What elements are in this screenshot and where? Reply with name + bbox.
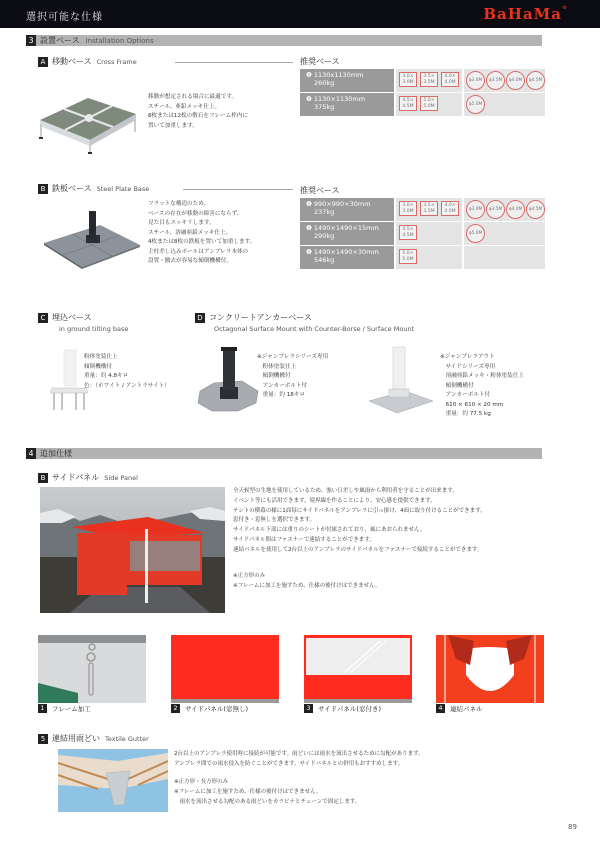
round-size-tag: φ3.5M — [486, 71, 505, 90]
side-panel-photo — [40, 487, 225, 613]
subsection-title-en: in ground tilting base — [59, 325, 129, 333]
divider — [175, 62, 293, 63]
letter-badge: C — [38, 313, 48, 323]
table-row — [300, 198, 545, 221]
variant-label: サイドパネル(窓付き) — [318, 705, 381, 713]
round-sizes — [462, 93, 545, 116]
letter-badge: A — [38, 57, 48, 67]
section-title-en: Installation Options — [85, 37, 154, 45]
round-size-tag: φ3.0M — [466, 71, 485, 90]
section-4-header — [26, 448, 542, 459]
spec-cell: ❶ 1130x1130mm 260kg — [300, 69, 394, 92]
letter-badge: B — [38, 473, 48, 483]
variant-number: 2 — [171, 704, 180, 713]
gutter-heading — [38, 733, 149, 744]
round-size-tag: φ4.0M — [506, 200, 525, 219]
round-size-tag: φ3.5M — [486, 200, 505, 219]
brand-name: BaHaMa — [483, 5, 562, 23]
variant-number: 4 — [436, 704, 445, 713]
round-size-tag: φ3.0M — [466, 200, 485, 219]
section-number: 3 — [26, 35, 36, 46]
connecting-panel-photo — [436, 635, 544, 703]
frame-processing-photo — [38, 635, 146, 703]
square-size-tag: 3.0× 3.0M — [399, 201, 417, 216]
cross-frame-heading — [38, 56, 137, 67]
page-number: 89 — [568, 823, 577, 831]
variant-label: 連結パネル — [450, 705, 483, 713]
table-row — [300, 69, 545, 92]
steel-plate-description: フラットな構造のため、 ベースの存在が移動の障害にならず、 見た目もスッキリします。 スチール、溶融亜鉛メッキ仕上。 4枚または8枚の鉄板を置いて加重します。 主柱差し込みポールはアンブレラ本体の 設置・撤去が容易な傾倒機構付。 — [148, 201, 256, 264]
section-title: 追加仕様 — [40, 449, 72, 458]
spec-cell: ❶ 1490×1490×30mm 546kg — [300, 246, 394, 269]
square-size-tag: 3.5× 3.5M — [420, 201, 438, 216]
round-size-tag: φ4.5M — [526, 71, 545, 90]
variant-number: 1 — [38, 704, 47, 713]
steel-plate-heading — [38, 183, 149, 194]
round-size-tag: φ4.0M — [506, 71, 525, 90]
page-header — [0, 0, 600, 28]
side-panel-with-window-photo — [304, 635, 412, 703]
table-row — [300, 93, 545, 116]
round-sizes — [462, 69, 545, 92]
table-row — [300, 222, 545, 245]
variant-caption — [38, 704, 91, 713]
section-3-header — [26, 35, 542, 46]
gutter-description: 2台以上のアンブレラ使用時に接続が可能です。雨どいには雨水を流出させるために勾配があります。 アンブレラ間での雨水侵入を防ぐことができます。サイドパネルとの併用もおすすめします。 — [174, 751, 424, 767]
spec-cell: ❶ 990×990×30mm 237kg — [300, 198, 394, 221]
round-size-tag: φ4.5M — [526, 200, 545, 219]
surface-mount-photo — [365, 345, 435, 415]
variant-caption — [304, 704, 381, 713]
concrete-anchor-heading — [195, 312, 312, 323]
table-row — [300, 246, 545, 269]
square-size-tag: 4.0× 4.0M — [441, 201, 459, 216]
gutter-notes: ※正方形・長方形のみ ※フレームに加工を施すため、仕様の後付けはできません。 雨水を流出させる勾配のある雨どいをカラビナとチェーンで固定します。 — [174, 779, 361, 805]
square-size-tag: 3.5× 3.5M — [420, 72, 438, 87]
square-sizes — [394, 69, 462, 92]
subsection-title-en: Steel Plate Base — [96, 184, 150, 193]
section-title-jp: 設置ベース — [40, 36, 80, 45]
variant-label: フレーム加工 — [52, 705, 91, 713]
number-badge: 5 — [38, 734, 48, 744]
section-number: 4 — [26, 448, 36, 459]
recommended-base-title: 推奨ベース — [300, 186, 340, 195]
steel-plate-photo — [42, 205, 142, 270]
steel-plate-recommend-table — [300, 198, 545, 270]
side-panel-description: 全天候型の生地を使用しているため、強い日差しや風雨から利用者を守ることが出来ます。 イベント等にも活用できます。境界線を作ることにより、安心感を提供できます。 テントの横幕の様に1面毎にサイドパネルをアンブレラに引っ掛け、4面に取り付けることができます。 窓付き・窓無しを選択できます。 サイドパネル下部には重りのシートが付属されており、風にあおられません。 サイドパネル間はファスナーで連結することができます。 連結パネルを使用して2台以上のアンブレラのサイドパネルをファスナーで接続することができます。 — [233, 488, 486, 553]
textile-gutter-photo — [58, 749, 168, 812]
subsection-title-en: Octagonal Surface Mount with Counter-Borse / Surface Mount — [214, 325, 415, 333]
variant-number: 3 — [304, 704, 313, 713]
octagonal-mount-description: ※ジャンブレラシリーズ専用 粉体塗装仕上 傾倒機構付 アンカーボルト付 重量：約 18キロ — [257, 354, 329, 398]
recommended-base-title: 推奨ベース — [300, 57, 340, 66]
spec-cell: ❷ 1130×1130mm 375kg — [300, 93, 394, 116]
brand-logo — [483, 5, 568, 23]
variant-caption — [436, 704, 483, 713]
round-sizes — [462, 198, 545, 221]
round-sizes — [462, 222, 545, 245]
square-size-tag: 5.0× 5.0M — [399, 249, 417, 264]
variant-label: サイドパネル(窓無し) — [185, 705, 248, 713]
side-panel-heading — [38, 472, 138, 483]
square-size-tag: 3.0× 3.0M — [399, 72, 417, 87]
side-panel-no-window-photo — [171, 635, 279, 703]
variant-caption — [171, 704, 248, 713]
subsection-title: コンクリートアンカーベース — [209, 313, 312, 322]
subsection-title-en: Textile Gutter — [105, 734, 149, 743]
square-size-tag: 4.0× 4.0M — [441, 72, 459, 87]
surface-mount-description: ※ジャンブレラアウト サイドシリーズ専用 溶融亜鉛メッキ・粉体塗装仕上 傾倒機構付 アンカーボルト付 610 × 610 × 20 mm 重量：約 77.5 kg — [440, 354, 524, 417]
subsection-title: 鉄板ベース — [52, 184, 92, 193]
octagonal-mount-photo — [194, 345, 262, 413]
square-sizes — [394, 246, 462, 269]
cross-frame-recommend-table — [300, 69, 545, 117]
in-ground-description: 粉体塗装仕上 傾倒機構付 重量：約 4.8キロ 色：（ホワイト / アントラサイト） — [84, 354, 170, 389]
square-size-tag: 5.0× 5.0M — [420, 96, 438, 111]
round-size-tag: φ5.0M — [466, 95, 485, 114]
square-sizes — [394, 198, 462, 221]
cross-frame-photo — [38, 80, 138, 155]
subsection-title: 埋込ベース — [52, 313, 92, 322]
letter-badge: D — [195, 313, 205, 323]
round-sizes — [462, 246, 545, 269]
subsection-title: 連結用雨どい — [52, 734, 100, 743]
subsection-title: サイドパネル — [52, 473, 100, 482]
section-title — [40, 35, 154, 47]
in-ground-heading — [38, 312, 92, 323]
side-panel-notes: ※正方形のみ ※フレームに加工を施すため、仕様の後付けはできません。 — [233, 573, 381, 589]
page-title: 選択可能な仕様 — [26, 12, 103, 23]
round-size-tag: φ5.0M — [466, 224, 485, 243]
square-size-tag: 4.5× 4.5M — [399, 96, 417, 111]
subsection-title: 移動ベース — [52, 57, 92, 66]
subsection-title-en: Cross Frame — [96, 57, 137, 66]
subsection-title-en: Side Panel — [104, 473, 138, 482]
divider — [183, 189, 293, 190]
square-sizes — [394, 93, 462, 116]
square-size-tag: 4.5× 4.5M — [399, 225, 417, 240]
letter-badge: B — [38, 184, 48, 194]
cross-frame-description: 移動が想定される場合に最適です。 スチール、亜鉛メッキ仕上。 8枚または12枚の敷石をフレーム枠内に 置いて加重します。 — [148, 94, 248, 129]
spec-cell: ❶ 1490×1490×15mm 290kg — [300, 222, 394, 245]
registered-mark: ® — [562, 5, 568, 11]
square-sizes — [394, 222, 462, 245]
